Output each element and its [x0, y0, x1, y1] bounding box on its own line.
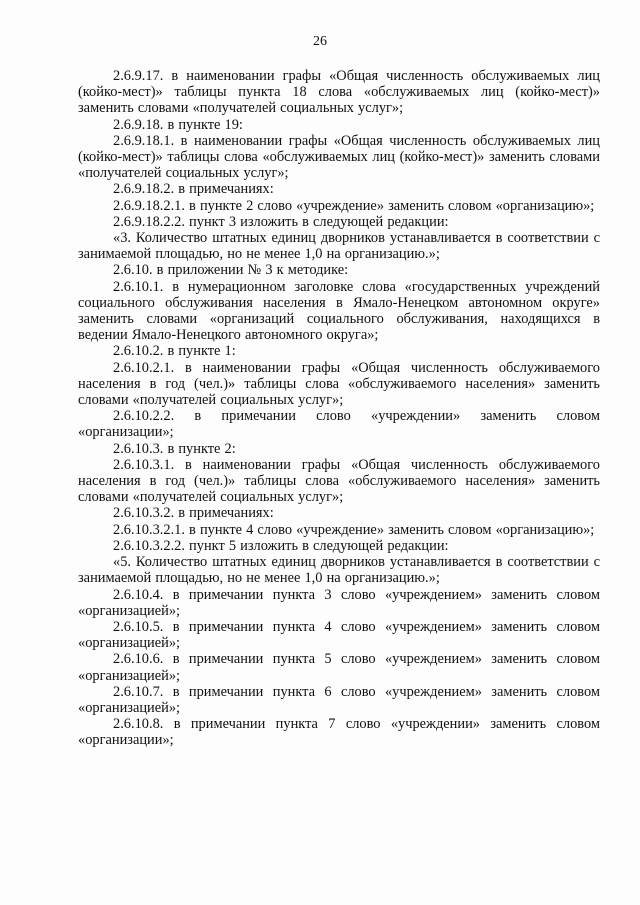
- paragraph: 2.6.10.4. в примечании пункта 3 слово «учреждением» заменить словом «организацией»;: [78, 586, 600, 619]
- paragraph: 2.6.10.3.1. в наименовании графы «Общая численность обслуживаемого населения в год (чел.)» таблицы слова «обслуживаемого населения» заменить словами «получателей социальных услуг»;: [78, 456, 600, 506]
- paragraph: 2.6.10.1. в нумерационном заголовке слова «государственных учреждений социального обслуживания населения в Ямало-Ненецком автономном округе» заменить словами «организаций социального обслуживания, находящихся в ведении Ямало-Ненецкого автономного округа»;: [78, 278, 600, 344]
- paragraph: «3. Количество штатных единиц дворников устанавливается в соответствии с занимаемой площадью, но не менее 1,0 на организацию.»;: [78, 230, 600, 263]
- paragraph: 2.6.9.18.2.2. пункт 3 изложить в следующей редакции:: [113, 213, 449, 230]
- paragraph: 2.6.9.18.2.1. в пункте 2 слово «учреждение» заменить словом «организацию»;: [113, 197, 595, 214]
- paragraph: 2.6.10.2. в пункте 1:: [113, 343, 236, 360]
- paragraph: 2.6.10.3.2. в примечаниях:: [113, 505, 274, 522]
- paragraph: 2.6.10.3.2.1. в пункте 4 слово «учреждение» заменить словом «организацию»;: [113, 521, 595, 538]
- paragraph: 2.6.10.7. в примечании пункта 6 слово «учреждением» заменить словом «организацией»;: [78, 683, 600, 716]
- paragraph: 2.6.9.18. в пункте 19:: [113, 116, 243, 133]
- paragraph: «5. Количество штатных единиц дворников устанавливается в соответствии с занимаемой площадью, но не менее 1,0 на организацию.»;: [78, 554, 600, 587]
- paragraph: 2.6.10.2.2. в примечании слово «учреждении» заменить словом «организации»;: [78, 408, 600, 441]
- paragraph: 2.6.9.18.2. в примечаниях:: [113, 181, 274, 198]
- paragraph: 2.6.9.18.1. в наименовании графы «Общая численность обслуживаемых лиц (койко-мест)» таблицы слова «обслуживаемых лиц (койко-мест)» заменить словами «получателей социальных услуг»;: [78, 132, 600, 182]
- paragraph: 2.6.10.5. в примечании пункта 4 слово «учреждением» заменить словом «организацией»;: [78, 618, 600, 652]
- paragraph: 2.6.10.2.1. в наименовании графы «Общая численность обслуживаемого населения в год (чел.)» таблицы слова «обслуживаемого населения» заменить словами «получателей социальных услуг»;: [78, 359, 600, 409]
- paragraph: 2.6.10.8. в примечании пункта 7 слово «учреждении» заменить словом «организации»;: [78, 716, 600, 749]
- paragraph: 2.6.10.3.2.2. пункт 5 изложить в следующей редакции:: [113, 537, 449, 554]
- paragraph: 2.6.9.17. в наименовании графы «Общая численность обслуживаемых лиц (койко-мест)» таблицы пункта 18 слова «обслуживаемых лиц (койко-мест)» заменить словами «получателей социальных услуг»;: [78, 68, 600, 117]
- paragraph: 2.6.10.3. в пункте 2:: [113, 440, 236, 457]
- paragraph: 2.6.10.6. в примечании пункта 5 слово «учреждением» заменить словом «организацией»;: [78, 651, 600, 684]
- page-number: 26: [313, 34, 327, 49]
- document-body: [78, 68, 600, 749]
- paragraph: 2.6.10. в приложении № 3 к методике:: [113, 262, 349, 279]
